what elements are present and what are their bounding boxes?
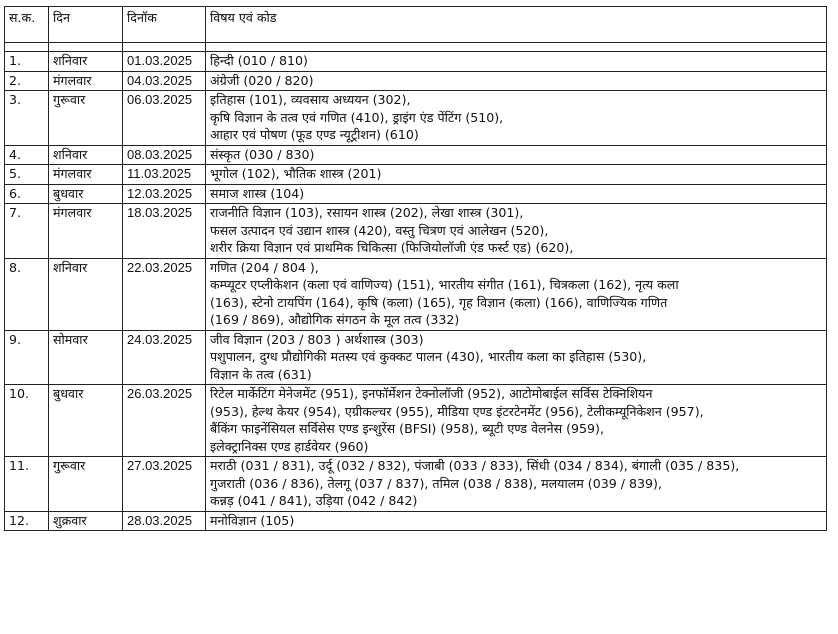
row-serial: 3. [5,91,49,146]
header-spacer-row [5,43,827,52]
subject-line: संस्कृत (030 / 830) [210,146,315,162]
row-subjects [206,385,827,457]
subject-line: इलेक्ट्रानिक्स एण्ड हार्डवेयर (960) [210,438,369,454]
table-row [5,330,827,385]
row-serial: 10. [5,385,49,457]
subject-line: भूगोल (102), भौतिक शास्त्र (201) [210,166,382,181]
subject-line: कन्नड़ (041 / 841), उड़िया (042 / 842) [210,493,418,508]
row-day: सोमवार [49,330,123,385]
row-serial: 11. [5,457,49,512]
row-date: 01.03.2025 [123,52,206,72]
row-date: 18.03.2025 [123,204,206,259]
row-date: 04.03.2025 [123,71,206,91]
subject-line: फसल उत्पादन एवं उद्यान शास्त्र (420), वस्तु चित्रण एवं आलेखन (520), [210,222,549,238]
subject-line: कम्प्यूटर एप्लीकेशन (कला एवं वाणिज्य) (151), भारतीय संगीत (161), चित्रकला (162), नृत्य कला [210,277,679,292]
row-subjects [206,511,827,531]
row-day: शनिवार [49,145,123,165]
header-day: दिन [49,7,123,43]
row-subjects [206,258,827,330]
header-subject: विषय एवं कोड [206,7,827,43]
subject-line: राजनीति विज्ञान (103), रसायन शास्त्र (202), लेखा शास्त्र (301), [210,205,524,220]
row-day: बुधवार [49,385,123,457]
table-row [5,258,827,330]
row-day: मंगलवार [49,204,123,259]
row-date: 12.03.2025 [123,184,206,204]
row-date: 27.03.2025 [123,457,206,512]
row-serial: 7. [5,204,49,259]
table-row [5,511,827,531]
row-serial: 1. [5,52,49,72]
subject-line: आहार एवं पोषण (फूड एण्ड न्यूट्रीशन) (610) [210,127,419,142]
row-subjects [206,165,827,185]
exam-schedule-table [4,6,827,531]
subject-line: रिटेल मार्केटिंग मेनेजमेंट (951), इनफॉर्मेशन टेक्नोलॉजी (952), आटोमोबाईल सर्विस टेक्निशियन [210,386,653,401]
row-day: गुरूवार [49,91,123,146]
row-date: 08.03.2025 [123,145,206,165]
row-day: मंगलवार [49,165,123,185]
schedule-rows [5,43,827,531]
subject-line: मनोविज्ञान (105) [210,512,295,528]
row-serial: 9. [5,330,49,385]
subject-line: शरीर क्रिया विज्ञान एवं प्राथमिक चिकित्सा (फिजियोलॉजी एंड फर्स्ट एड) (620), [210,240,574,255]
row-day: शनिवार [49,52,123,72]
subject-line: (163), स्टेनो टायपिंग (164), कृषि (कला) (165), गृह विज्ञान (कला) (166), वाणिज्यिक गणित [210,294,668,310]
table-row [5,204,827,259]
row-serial: 6. [5,184,49,204]
row-subjects [206,52,827,72]
row-day: गुरूवार [49,457,123,512]
subject-line: कृषि विज्ञान के तत्व एवं गणित (410), ड्राइंग एंड पेंटिंग (510), [210,109,504,125]
subject-line: विज्ञान के तत्व (631) [210,366,312,382]
table-row [5,71,827,91]
row-serial: 5. [5,165,49,185]
subject-line: बैंकिंग फाइनेंसियल सर्विसेस एण्ड इन्शुरेंस (BFSI) (958), ब्यूटी एण्ड वेलनेस (959), [210,421,604,436]
subject-line: मराठी (031 / 831), उर्दू (032 / 832), पंजाबी (033 / 833), सिंधी (034 / 834), बंगाली (035 / 835), [210,458,740,473]
table-row [5,145,827,165]
row-subjects [206,145,827,165]
table-row [5,52,827,72]
subject-line: (169 / 869), औद्योगिक संगठन के मूल तत्व (332) [210,312,460,327]
subject-line: जीव विज्ञान (203 / 803 ) अर्थशास्त्र (303) [210,331,424,347]
row-date: 26.03.2025 [123,385,206,457]
subject-line: समाज शास्त्र (104) [210,185,305,201]
table-row [5,385,827,457]
table-row [5,165,827,185]
subject-line: पशुपालन, दुग्ध प्रौद्योगिकी मतस्य एवं कुक्कट पालन (430), भारतीय कला का इतिहास (530), [210,349,647,364]
row-date: 11.03.2025 [123,165,206,185]
header-serial: स.क. [5,7,49,43]
row-serial: 12. [5,511,49,531]
row-subjects [206,204,827,259]
subject-line: गणित (204 / 804 ), [210,259,319,275]
row-day: मंगलवार [49,71,123,91]
row-day: शनिवार [49,258,123,330]
subject-line: इतिहास (101), व्यवसाय अध्ययन (302), [210,92,411,107]
row-date: 06.03.2025 [123,91,206,146]
row-serial: 4. [5,145,49,165]
row-subjects [206,457,827,512]
header-date: दिनॉक [123,7,206,43]
row-date: 28.03.2025 [123,511,206,531]
subject-line: (953), हेल्थ केयर (954), एग्रीकल्चर (955), मीडिया एण्ड इंटरटेनमेंट (956), टेलीकम्यूनिकेशन (957), [210,403,704,419]
table-row [5,91,827,146]
subject-line: अंग्रेजी (020 / 820) [210,72,314,88]
row-subjects [206,330,827,385]
table-row [5,457,827,512]
table-row [5,184,827,204]
row-serial: 2. [5,71,49,91]
row-subjects [206,71,827,91]
row-date: 22.03.2025 [123,258,206,330]
row-serial: 8. [5,258,49,330]
table-header-row [5,7,827,43]
row-day: शुक्रवार [49,511,123,531]
subject-line: हिन्दी (010 / 810) [210,53,308,68]
subject-line: गुजराती (036 / 836), तेलगू (037 / 837), तमिल (038 / 838), मलयालम (039 / 839), [210,475,662,491]
row-subjects [206,184,827,204]
row-subjects [206,91,827,146]
row-date: 24.03.2025 [123,330,206,385]
row-day: बुधवार [49,184,123,204]
